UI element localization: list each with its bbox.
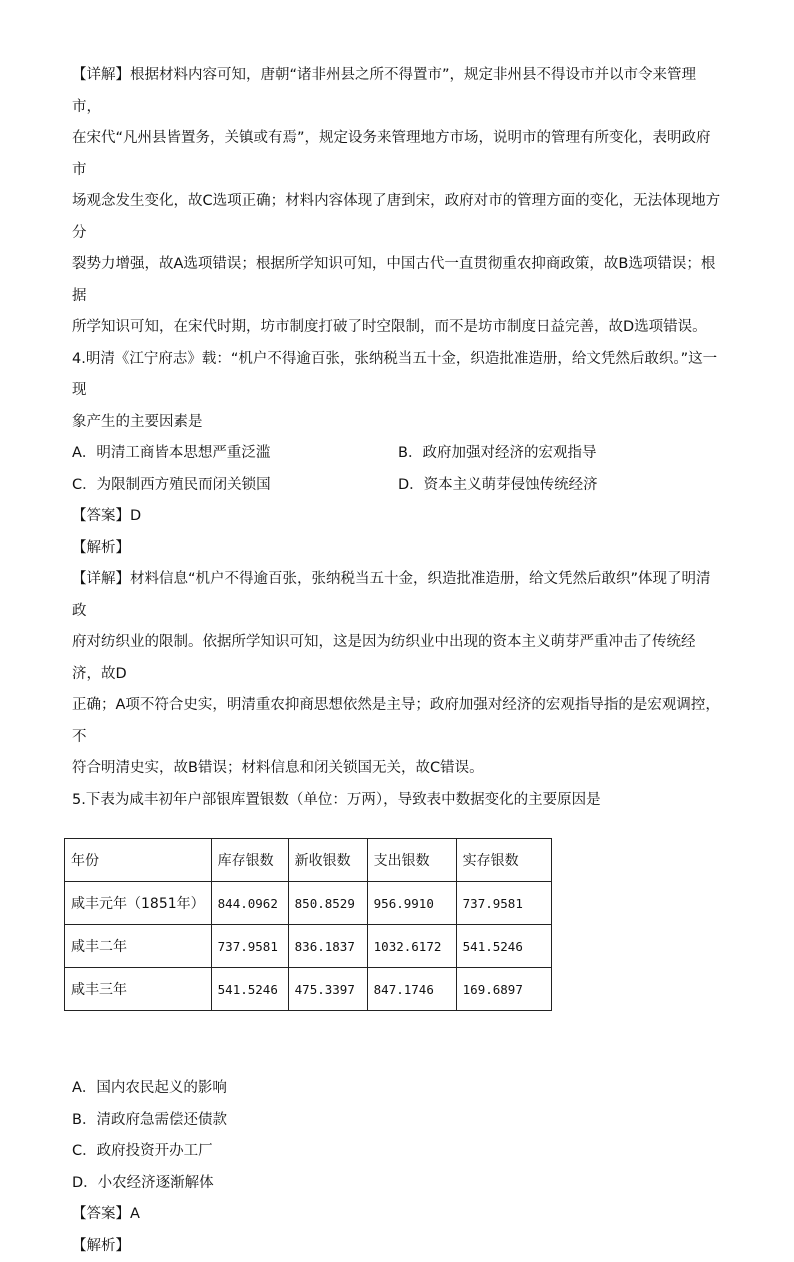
q5-option-b: B．清政府急需偿还债款 [72, 1105, 724, 1137]
silver-reserve-table [64, 838, 552, 1011]
table-cell: 475.3397 [288, 968, 367, 1011]
q5-stem: 5.下表为咸丰初年户部银库置银数（单位：万两），导致表中数据变化的主要原因是 [72, 785, 724, 817]
header-cell: 新收银数 [288, 839, 367, 882]
table-cell: 737.9581 [211, 925, 288, 968]
table-cell: 咸丰二年 [65, 925, 212, 968]
q4-options-row-1 [72, 438, 724, 470]
q4-stem [72, 344, 724, 439]
header-cell: 年份 [65, 839, 212, 882]
table-cell: 541.5246 [211, 968, 288, 1011]
table-cell: 844.0962 [211, 882, 288, 925]
text-line: 正确；A项不符合史实，明清重农抑商思想依然是主导；政府加强对经济的宏观指导指的是宏观调控，不 [72, 690, 724, 753]
table-cell: 咸丰三年 [65, 968, 212, 1011]
q4-answer: 【答案】D [72, 501, 724, 533]
table-cell: 836.1837 [288, 925, 367, 968]
q3-detail [72, 60, 724, 344]
q5-options [72, 1073, 724, 1199]
text-line: 4.明清《江宁府志》载：“机户不得逾百张，张纳税当五十金，织造批准造册，给文凭然后敢织。”这一现 [72, 344, 724, 407]
table-row [65, 882, 552, 925]
header-cell: 实存银数 [456, 839, 551, 882]
table-cell: 169.6897 [456, 968, 551, 1011]
text-line: 场观念发生变化，故C选项正确；材料内容体现了唐到宋，政府对市的管理方面的变化，无法体现地方分 [72, 186, 724, 249]
table-cell: 737.9581 [456, 882, 551, 925]
q4-detail [72, 564, 724, 785]
q4-option-c: C．为限制西方殖民而闭关锁国 [72, 470, 398, 502]
q4-option-b: B．政府加强对经济的宏观指导 [398, 438, 724, 470]
header-cell: 库存银数 [211, 839, 288, 882]
q4-option-d: D．资本主义萌芽侵蚀传统经济 [398, 470, 724, 502]
document-page [72, 60, 724, 1262]
text-line: 裂势力增强，故A选项错误；根据所学知识可知，中国古代一直贯彻重农抑商政策，故B选项错误；根据 [72, 249, 724, 312]
header-cell: 支出银数 [367, 839, 456, 882]
table-row [65, 968, 552, 1011]
q5-option-a: A．国内农民起义的影响 [72, 1073, 724, 1105]
q4-options-row-2 [72, 470, 724, 502]
text-line: 【详解】材料信息“机户不得逾百张，张纳税当五十金，织造批准造册，给文凭然后敢织”体现了明清政 [72, 564, 724, 627]
q5-option-d: D．小农经济逐渐解体 [72, 1168, 724, 1200]
table-cell: 1032.6172 [367, 925, 456, 968]
text-line: 象产生的主要因素是 [72, 407, 724, 439]
q4-option-a: A．明清工商皆本思想严重泛滥 [72, 438, 398, 470]
q5-analysis-label: 【解析】 [72, 1231, 724, 1262]
q5-table-wrap [64, 838, 724, 1011]
table-cell: 847.1746 [367, 968, 456, 1011]
table-cell: 850.8529 [288, 882, 367, 925]
table-cell: 咸丰元年（1851年） [65, 882, 212, 925]
table-cell: 956.9910 [367, 882, 456, 925]
text-line: 府对纺织业的限制。依据所学知识可知，这是因为纺织业中出现的资本主义萌芽严重冲击了传统经济，故D [72, 627, 724, 690]
table-header-row [65, 839, 552, 882]
table-cell: 541.5246 [456, 925, 551, 968]
q4-analysis-label: 【解析】 [72, 533, 724, 565]
text-line: 【详解】根据材料内容可知，唐朝“诸非州县之所不得置市”，规定非州县不得设市并以市令来管理市， [72, 60, 724, 123]
text-line: 在宋代“凡州县皆置务，关镇或有焉”，规定设务来管理地方市场，说明市的管理有所变化，表明政府市 [72, 123, 724, 186]
text-line: 符合明清史实，故B错误；材料信息和闭关锁国无关，故C错误。 [72, 753, 724, 785]
table-row [65, 925, 552, 968]
text-line: 所学知识可知，在宋代时期，坊市制度打破了时空限制，而不是坊市制度日益完善，故D选项错误。 [72, 312, 724, 344]
q5-answer: 【答案】A [72, 1199, 724, 1231]
q5-option-c: C．政府投资开办工厂 [72, 1136, 724, 1168]
